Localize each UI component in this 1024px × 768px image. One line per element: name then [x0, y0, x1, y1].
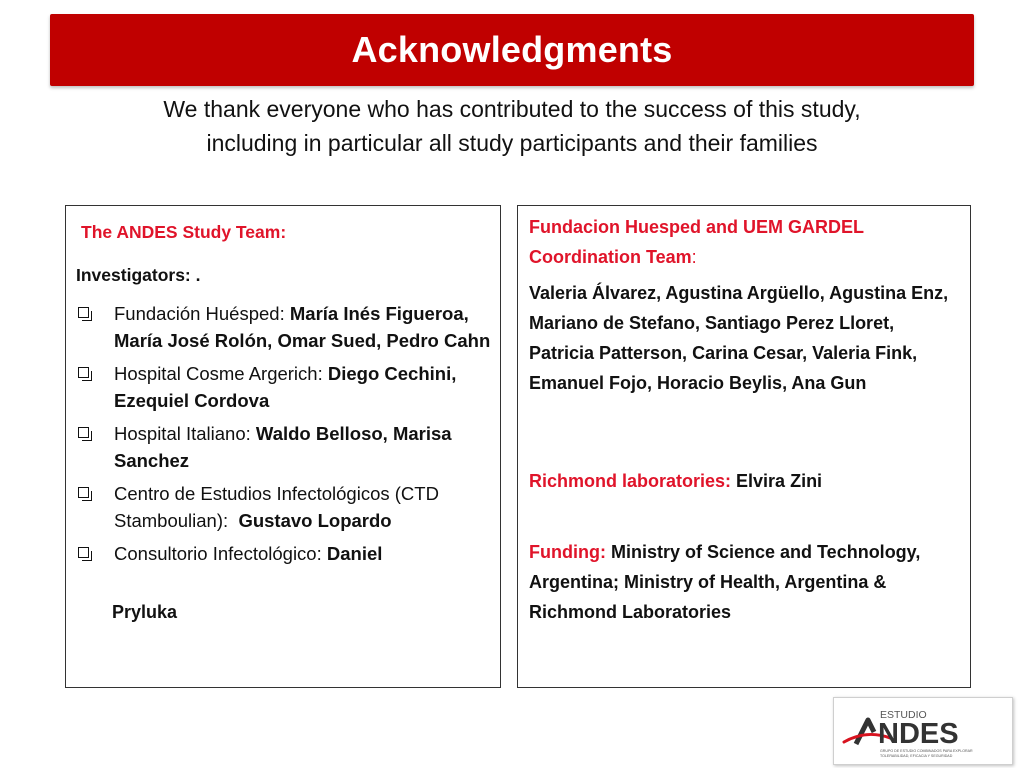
- subtitle-line-2: including in particular all study participants and their families: [206, 130, 818, 156]
- investigator-names: María Inés Figueroa, María José Rolón, Omar Sued, Pedro Cahn: [114, 303, 491, 351]
- list-item: [76, 360, 491, 414]
- funding-label: Funding:: [529, 542, 606, 562]
- coordination-names: Valeria Álvarez, Agustina Argüello, Agustina Enz, Mariano de Stefano, Santiago Perez Lloret, Patricia Patterson, Carina Cesar, Valeria Fink, Emanuel Fojo, Horacio Beylis, Ana Gun: [529, 283, 949, 393]
- page-title: Acknowledgments: [351, 29, 673, 70]
- estudio-andes-logo: [833, 697, 1013, 765]
- site-name: Fundación Huésped:: [114, 303, 290, 324]
- investigators-label: Investigators: .: [76, 265, 201, 285]
- list-item: [76, 420, 491, 474]
- site-name: Centro de Estudios Infectológicos (CTD Stamboulian):: [114, 483, 445, 531]
- funding-line: [529, 537, 959, 627]
- checkbox-bullet-icon: [78, 487, 89, 498]
- investigator-names: Gustavo Lopardo: [238, 510, 392, 531]
- investigator-names: Waldo Belloso, Marisa Sanchez: [114, 423, 452, 471]
- coordination-colon: :: [691, 247, 697, 267]
- title-banner: [50, 14, 974, 86]
- coordination-heading: [529, 212, 959, 272]
- coordination-title: Fundacion Huesped and UEM GARDEL Coordination Team: [529, 217, 864, 267]
- richmond-value: Elvira Zini: [731, 471, 823, 491]
- richmond-label: Richmond laboratories:: [529, 471, 732, 491]
- thanks-subtitle: [60, 92, 964, 160]
- site-name: Hospital Cosme Argerich:: [114, 363, 328, 384]
- coordination-panel: [517, 205, 971, 688]
- logo-main-text: NDES: [878, 718, 959, 750]
- trailing-investigator-name: Pryluka: [112, 602, 178, 622]
- logo-top-text: ESTUDIO: [880, 709, 927, 721]
- checkbox-bullet-icon: [78, 367, 89, 378]
- checkbox-bullet-icon: [78, 427, 89, 438]
- funding-value: Ministry of Science and Technology, Argentina; Ministry of Health, Argentina & Richmond Laboratories: [529, 542, 921, 622]
- investigator-names: Diego Cechini, Ezequiel Cordova: [114, 363, 457, 411]
- study-team-heading: The ANDES Study Team:: [81, 222, 287, 242]
- checkbox-bullet-icon: [78, 547, 89, 558]
- logo-tagline-2: TOLERABILIDAD, EFICACIA Y SEGURIDAD: [880, 754, 953, 758]
- richmond-line: [529, 466, 959, 496]
- logo-tagline-1: GRUPO DE ESTUDIO COMBINADOS PARA EXPLORAR: [880, 749, 973, 753]
- list-item: [76, 540, 491, 567]
- site-name: Hospital Italiano:: [114, 423, 256, 444]
- study-team-panel: [65, 205, 501, 688]
- investigators-list: [76, 300, 491, 573]
- list-item: [76, 480, 491, 534]
- investigator-names: Daniel: [326, 543, 383, 564]
- list-item: [76, 300, 491, 354]
- subtitle-line-1: We thank everyone who has contributed to the success of this study,: [163, 96, 861, 122]
- andes-logo-graphic: [834, 698, 1014, 766]
- checkbox-bullet-icon: [78, 307, 89, 318]
- site-name: Consultorio Infectológico:: [114, 543, 327, 564]
- logo-a-stroke: [856, 720, 874, 744]
